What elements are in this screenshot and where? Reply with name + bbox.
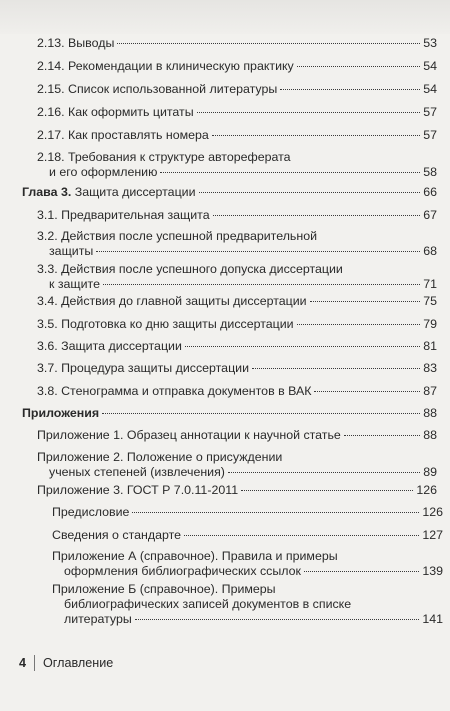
page-number: 67 xyxy=(423,208,437,222)
page-number: 57 xyxy=(423,105,437,119)
toc-entry-appendix-3[interactable]: Приложение 3. ГОСТ Р 7.0.11-2011 126 xyxy=(37,483,437,497)
toc-entry-appendix-1[interactable]: Приложение 1. Образец аннотации к научной статье 88 xyxy=(37,428,437,442)
page-number: 75 xyxy=(423,294,437,308)
page-number: 81 xyxy=(423,339,437,353)
page-number: 53 xyxy=(423,36,437,50)
toc-entry-3-2[interactable]: 3.2. Действия после успешной предварительной защиты 68 xyxy=(37,229,437,258)
page-number: 89 xyxy=(423,465,437,479)
toc-entry-2-13[interactable]: 2.13. Выводы 53 xyxy=(37,36,437,50)
toc-entry-chapter-3[interactable]: Глава 3. Защита диссертации 66 xyxy=(22,185,437,199)
toc-entry-2-16[interactable]: 2.16. Как оформить цитаты 57 xyxy=(37,105,437,119)
page-number: 139 xyxy=(422,564,443,578)
page-number: 54 xyxy=(423,59,437,73)
toc-entry-3-1[interactable]: 3.1. Предварительная защита 67 xyxy=(37,208,437,222)
page-number: 54 xyxy=(423,82,437,96)
page-number: 57 xyxy=(423,128,437,142)
page-number: 126 xyxy=(422,505,443,519)
footer-divider xyxy=(34,655,35,671)
chapter-number: Глава 3. xyxy=(22,185,72,199)
toc-entry-3-3[interactable]: 3.3. Действия после успешного допуска диссертации к защите 71 xyxy=(37,262,437,291)
toc-entry-3-7[interactable]: 3.7. Процедура защиты диссертации 83 xyxy=(37,361,437,375)
page-number: 127 xyxy=(422,528,443,542)
page-number: 58 xyxy=(423,165,437,179)
page-number: 83 xyxy=(423,361,437,375)
page-number: 87 xyxy=(423,384,437,398)
footer-page-number: 4 xyxy=(19,656,27,670)
toc-entry-appendix-a[interactable]: Приложение А (справочное). Правила и примеры оформления библиографических ссылок 139 xyxy=(52,549,443,578)
toc-entry-appendices[interactable] xyxy=(22,406,437,421)
page-number: 88 xyxy=(423,406,437,420)
toc-entry-3-4[interactable]: 3.4. Действия до главной защиты диссертации 75 xyxy=(37,294,437,308)
toc-entry-foreword[interactable]: Предисловие 126 xyxy=(52,505,443,519)
appendices-heading: Приложения xyxy=(22,406,100,420)
page-number: 68 xyxy=(423,244,437,258)
toc-entry-standard-info[interactable]: Сведения о стандарте 127 xyxy=(52,528,443,542)
page-number: 141 xyxy=(422,612,443,626)
toc-entry-3-6[interactable]: 3.6. Защита диссертации 81 xyxy=(37,339,437,353)
footer-section-title: Оглавление xyxy=(43,656,114,670)
page-footer xyxy=(19,655,113,671)
toc-entry-2-14[interactable]: 2.14. Рекомендации в клиническую практику 54 xyxy=(37,59,437,73)
toc-entry-2-18[interactable]: 2.18. Требования к структуре автореферата и его оформлению 58 xyxy=(37,150,437,179)
toc-entry-3-8[interactable]: 3.8. Стенограмма и отправка документов в ВАК 87 xyxy=(37,384,437,398)
toc-entry-appendix-b[interactable]: Приложение Б (справочное). Примеры библиографических записей документов в списке литературы 141 xyxy=(52,582,443,626)
page-number: 79 xyxy=(423,317,437,331)
toc-entry-2-15[interactable]: 2.15. Список использованной литературы 54 xyxy=(37,82,437,96)
page-number: 88 xyxy=(423,428,437,442)
toc-entry-3-5[interactable]: 3.5. Подготовка ко дню защиты диссертации 79 xyxy=(37,317,437,331)
toc-entry-2-17[interactable]: 2.17. Как проставлять номера 57 xyxy=(37,128,437,142)
toc-entry-appendix-2[interactable]: Приложение 2. Положение о присуждении ученых степеней (извлечения) 89 xyxy=(37,450,437,479)
page-number: 66 xyxy=(423,185,437,199)
page-number: 71 xyxy=(423,277,437,291)
page-number: 126 xyxy=(416,483,437,497)
top-margin-strip xyxy=(0,0,450,34)
